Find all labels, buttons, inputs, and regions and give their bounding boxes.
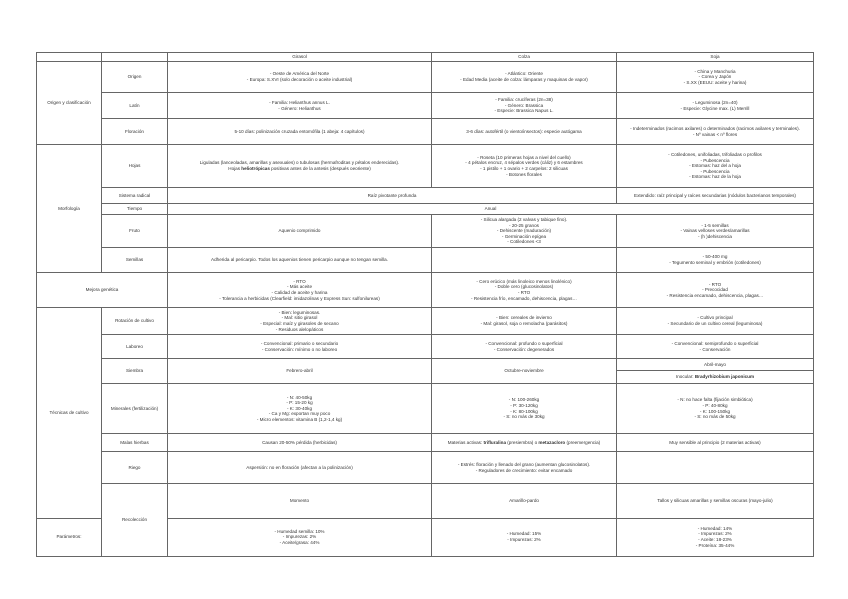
cell-line: - China y Manchuria <box>694 68 736 74</box>
cell-lines <box>170 341 429 352</box>
cell-line: - P: 15-20 kg <box>286 400 313 406</box>
cell-line: - Más aceite <box>286 284 313 290</box>
cell-lines <box>434 397 614 419</box>
cell-laboreo-soja <box>617 335 814 359</box>
cell-line: - Edad Media (aceite de colza: lámparas y maquinas de vapor) <box>460 77 588 82</box>
cell-lines <box>619 100 811 111</box>
label-semillas: Semillas <box>102 248 168 273</box>
cell-lines <box>619 69 811 86</box>
header-empty-2 <box>102 53 168 62</box>
cell-lines <box>434 279 614 301</box>
cell-floracion-girasol <box>168 119 432 145</box>
cell-line: - S: no más de 30kg <box>503 414 545 420</box>
cell-line: - Reguladores de crecimiento: evitar encamado <box>475 467 573 473</box>
cell-riego-colza <box>432 452 617 484</box>
cell-hojas-soja <box>617 145 814 188</box>
cell-line: - 1 pistilo + 1 ovario + 2 carpelos: 2 silicuas <box>480 166 568 171</box>
cell-line: - Humedad semilla: 10% <box>274 528 325 534</box>
cell-lines <box>434 315 614 326</box>
cell-lines <box>170 129 429 135</box>
cell-line: - Residuos alelopáticos <box>275 326 324 332</box>
row-floracion <box>37 119 814 145</box>
cell-hojas-colza <box>432 145 617 188</box>
cell-line: 5-10 días: polinización cruzada entomófila (1 abeja: 4 capítulos) <box>234 128 365 134</box>
cell-line: - Micro elementos: vitamina B (1,2-1,4 kg) <box>256 416 343 422</box>
header-empty-1 <box>37 53 102 62</box>
cell-line: - Estomas: haz de la hoja <box>689 174 741 180</box>
cell-lines <box>434 129 614 135</box>
cell-line: - Resistencia frío, encamado, dehiscencia, plagas… <box>471 295 577 301</box>
row-origen <box>37 62 814 93</box>
cell-line: - Impurezas: 2% <box>282 534 317 540</box>
cell-line: - Proteína: 35-44% <box>695 542 735 548</box>
cell-line: - 4 pétalos encruz, 4 sépalos verdes (cáliz) y 6 estambres <box>465 160 583 166</box>
cell-line: - Oeste de América del Norte <box>269 71 330 77</box>
cell-semillas-soja <box>617 248 814 273</box>
cell-malas-soja: Muy sensible al principio (2 materias activas) <box>617 434 814 452</box>
cell-line: - Dehiscente (maduración) <box>496 228 552 234</box>
cell-line: - Conservación: degenerados <box>493 346 555 352</box>
cell-lines <box>619 152 811 180</box>
cell-laboreo-colza <box>432 335 617 359</box>
cell-floracion-soja <box>617 119 814 145</box>
cell-lines <box>619 341 811 352</box>
cell-minerales-colza <box>432 384 617 434</box>
row-malas-hierbas <box>37 434 814 452</box>
cell-line: - Especie: Glycine max. (L) Merrill <box>680 105 750 111</box>
cell-line: - Especial: maíz y girasoles de secano <box>260 321 339 326</box>
cell-line: - Género: Brassica <box>504 102 544 108</box>
label-parametros: Parámetros: <box>37 518 102 556</box>
row-hojas <box>37 145 814 188</box>
cell-line: - N: 40-50kg <box>286 394 313 400</box>
cell-line: - Cotiledones, unifoliadas, trifoliadas o profilos <box>668 152 762 158</box>
cell-line: - RTO <box>517 290 531 295</box>
cell-origen-colza <box>432 62 617 93</box>
comparison-table-sheet <box>36 52 813 557</box>
cell-line: - Conservación <box>699 346 731 352</box>
cell-line: - Calidad de aceite y harina <box>271 290 328 295</box>
row-riego <box>37 452 814 484</box>
cell-sistema-girasol-colza: Raíz pivotante profunda <box>168 188 617 204</box>
siembra-soja-fecha: Abril-mayo <box>617 359 813 371</box>
label-latin: Latín <box>102 93 168 119</box>
cell-line: - RTO <box>293 278 306 284</box>
cell-latin-soja <box>617 93 814 119</box>
cell-line: - Atlántico: Oriente <box>505 71 543 77</box>
crop-comparison-table <box>36 52 814 557</box>
cell-line: - Cero erúcico (más linoleico menos linolénico) <box>476 278 572 284</box>
row-semillas <box>37 248 814 273</box>
cell-line: - Pubescencia <box>700 157 730 163</box>
cell-lines <box>619 397 811 419</box>
cell-line: - Cultivo principal <box>697 315 733 321</box>
header-soja: Soja <box>617 53 814 62</box>
cell-floracion-colza <box>432 119 617 145</box>
row-latin <box>37 93 814 119</box>
cell-lines <box>434 531 614 542</box>
cell-fruto-colza <box>432 215 617 248</box>
cell-line: - Convencional: profundo o superficial <box>485 340 563 346</box>
cell-line: - Humedad: 14% <box>697 525 733 531</box>
header-row <box>37 53 814 62</box>
cell-malas-colza: Materias activas: trifluralina (presiembra) o metazacloro (preemergencia) <box>432 434 617 452</box>
cell-line: - Impurezas: 2% <box>698 531 732 537</box>
cell-lines <box>619 526 811 548</box>
label-malas-hierbas: Malas hierbas <box>102 434 168 452</box>
label-riego: Riego <box>102 452 168 484</box>
cell-line: - Convencional: semiprofundo o superficial <box>671 340 759 346</box>
label-sistema-radical: Sistema radical <box>102 188 168 204</box>
cell-line: - Género: Helianthus <box>278 105 321 111</box>
cell-line: - RTO <box>708 281 722 287</box>
cell-line: - P: 40-80kg <box>702 402 728 408</box>
cell-rotacion-colza <box>432 308 617 335</box>
group-morfologia: Morfología <box>37 145 102 273</box>
cell-line: - Familia: crucíferas (2n=38) <box>495 97 553 103</box>
label-momento: Momento <box>168 484 432 519</box>
hojas-girasol-line1: Liguladas (lanceoladas, amarillas y asexuales) o tubulosas (hermafroditas y pétalos enderecidas). <box>199 160 400 166</box>
cell-line: - Resistencia encamado, dehiscencia, plagas… <box>666 292 764 298</box>
label-hojas: Hojas <box>102 145 168 188</box>
cell-fruto-girasol: Aquenio comprimido <box>168 215 432 248</box>
cell-line: - Silicua alargada (2 valvas y tabique fino). <box>480 217 568 223</box>
cell-line: - Mal: sitio girasol <box>281 315 318 321</box>
label-rotacion: Rotación de cultivo <box>102 308 168 335</box>
cell-parametros-colza <box>432 518 617 556</box>
cell-line: - Doble cero (glucosinolatos) <box>494 284 554 290</box>
cell-laboreo-girasol <box>168 335 432 359</box>
label-fruto: Fruto <box>102 215 168 248</box>
cell-siembra-colza: Octubre-noviembre <box>432 359 617 384</box>
row-siembra <box>37 359 814 384</box>
cell-rotacion-girasol <box>168 308 432 335</box>
cell-lines <box>170 310 429 332</box>
cell-line: - Secundario de un cultivo cereal (leguminosa) <box>667 321 763 326</box>
row-momento <box>37 484 814 519</box>
cell-lines <box>619 126 811 137</box>
cell-mejora-soja <box>617 273 814 308</box>
label-floracion: Floración <box>102 119 168 145</box>
cell-semillas-colza <box>432 248 617 273</box>
cell-line: - Conservación: mínimo o no laboreo <box>261 346 338 352</box>
cell-line: - S.XX (EEUU: aceite y harina) <box>683 79 747 85</box>
label-laboreo: Laboreo <box>102 335 168 359</box>
cell-line: - 50-400 mg <box>702 254 728 260</box>
cell-line: - Aceite: 18-23% <box>698 537 732 543</box>
cell-line: - K: 30-40kg <box>286 405 313 411</box>
cell-line: - Bien: cereales de invierno <box>496 315 552 321</box>
group-mejora: Mejora genética <box>37 273 168 308</box>
group-tecnicas: Técnicas de cultivo <box>37 308 102 519</box>
cell-line: - Precocidad <box>702 287 728 293</box>
cell-parametros-soja <box>617 518 814 556</box>
cell-line: - 20-25 granos <box>509 222 539 228</box>
cell-minerales-girasol <box>168 384 432 434</box>
cell-line: - Aceite/grasa: 44% <box>279 539 320 545</box>
hojas-girasol-line2: Hojas heliotrópicas positivas antes de la antesis (después oeoriente) <box>228 166 371 171</box>
cell-momento-colza: Tallos y silicuas amarillas y semillas oscuras (mayo-julio) <box>617 484 814 519</box>
cell-semillas-girasol: Adherida al pericarpio. Todos los aquenios tienen pericarpio aunque no tengan semilla. <box>168 248 432 273</box>
cell-line: - Mal: girasol, soja o remolacha (parásitos) <box>480 321 568 326</box>
cell-siembra-soja <box>617 359 814 384</box>
cell-minerales-soja <box>617 384 814 434</box>
cell-fruto-soja <box>617 215 814 248</box>
cell-line: - Especie: Brassica Napus L. <box>494 108 554 114</box>
row-fruto <box>37 215 814 248</box>
cell-origen-soja <box>617 62 814 93</box>
row-rotacion <box>37 308 814 335</box>
cell-line: - K: 100-150kg <box>699 408 731 414</box>
cell-line: - Roseta (10 primeras hojas a nivel del cuello) <box>477 154 571 160</box>
cell-parametros-girasol <box>168 518 432 556</box>
cell-line: - Indeterminados (racimos axilares) o determinados (racimos axilares y terminales). <box>630 125 800 131</box>
cell-lines <box>434 155 614 177</box>
cell-line: - Germinación epígea <box>501 233 547 239</box>
cell-malas-girasol: Causan 20-50% pérdida (herbicidas) <box>168 434 432 452</box>
cell-line: - Convencional: primario o secundario <box>260 340 339 346</box>
cell-line: - Bien: leguminosas. <box>278 309 321 315</box>
cell-latin-colza <box>432 93 617 119</box>
cell-line: - Corea y Japón <box>698 74 732 80</box>
cell-line: - Humedad: 15% <box>506 531 542 537</box>
label-origen: Origen <box>102 62 168 93</box>
cell-line: - N: 100-260kg <box>508 397 540 403</box>
cell-lines <box>170 279 429 301</box>
label-tiempo: Tiempo <box>102 204 168 215</box>
row-minerales <box>37 384 814 434</box>
cell-line: - Estomas: haz del a hoja <box>689 163 741 169</box>
cell-line: - N: no hace falta (fijación simbiótica) <box>677 397 753 403</box>
cell-line: - Leguminosa (2n=40) <box>692 99 738 105</box>
cell-lines <box>434 97 614 114</box>
cell-riego-girasol: Aspersión: no en floración (afectan a la polinización) <box>168 452 432 484</box>
cell-lines <box>170 529 429 546</box>
cell-sistema-soja: Extendido: raíz principal y raíces secundarias (nódulos bacterianos temporales) <box>617 188 814 204</box>
cell-line: - Nº vainas < nº flores <box>692 131 738 137</box>
header-girasol: Girasol <box>168 53 432 62</box>
cell-line: - Vainas velloses verdes/amarillas <box>680 228 750 234</box>
cell-lines <box>170 395 429 423</box>
group-recoleccion: Recolección <box>102 484 168 557</box>
row-tiempo <box>37 204 814 215</box>
cell-line: 3-6 días: autofértil (o viento/insectos): especie autógama <box>466 128 582 134</box>
cell-line: - Cotiledones <3 <box>507 239 541 245</box>
cell-line: - Pubescencia <box>700 168 730 174</box>
cell-lines <box>434 71 614 82</box>
cell-siembra-girasol: Febrero-abril <box>168 359 432 384</box>
cell-lines <box>434 217 614 245</box>
cell-line: - Estrés: floración y llenado del grano (aumentan glucosinolatos). <box>457 461 591 467</box>
cell-lines <box>619 282 811 299</box>
cell-line: - P: 30-120kg <box>510 402 538 408</box>
cell-line: - Tegumento seminal y embrión (cotiledones) <box>669 260 761 265</box>
cell-lines <box>434 462 614 473</box>
cell-line: - K: 80-100kg <box>510 408 538 414</box>
group-origen: Origen y clasificación <box>37 62 102 145</box>
cell-line: - Ca y Mg: exportan muy poco <box>268 411 331 417</box>
cell-lines <box>619 254 811 265</box>
cell-riego-soja <box>617 452 814 484</box>
siembra-soja-inocular: Inocular: Bradyrhizobium japonicum <box>675 374 755 379</box>
cell-line: - Tolerancia a herbicidas (Clearfield: imidazolinas y Express Sun: sulfonilureas) <box>219 295 380 301</box>
label-minerales: Minerales (fertilización) <box>102 384 168 434</box>
row-laboreo <box>37 335 814 359</box>
cell-latin-girasol <box>168 93 432 119</box>
cell-line: - Familia: Helianthus annus L. <box>269 99 330 105</box>
cell-line: - Botones florales <box>506 171 542 177</box>
cell-hojas-girasol <box>168 145 432 188</box>
header-colza: Colza <box>432 53 617 62</box>
cell-lines <box>619 223 811 240</box>
cell-line: - 1-5 semillas <box>701 222 729 228</box>
cell-mejora-girasol <box>168 273 432 308</box>
cell-tiempo: Anual <box>168 204 814 215</box>
cell-lines <box>619 315 811 326</box>
cell-line: - Europa: S.XVI (solo decoración o aceite industrial) <box>246 77 353 82</box>
cell-lines <box>434 341 614 352</box>
cell-line: - (h )dehiscencia <box>698 233 732 239</box>
cell-momento-girasol: Amarillo-pardo <box>432 484 617 519</box>
cell-origen-girasol <box>168 62 432 93</box>
cell-line: - S: no más de 50kg <box>694 414 736 420</box>
cell-lines <box>170 100 429 111</box>
cell-rotacion-soja <box>617 308 814 335</box>
label-siembra: Siembra <box>102 359 168 384</box>
cell-mejora-colza <box>432 273 617 308</box>
cell-line: - Impurezas: 2% <box>507 537 541 543</box>
cell-lines <box>170 71 429 82</box>
row-mejora <box>37 273 814 308</box>
row-sistema-radical <box>37 188 814 204</box>
